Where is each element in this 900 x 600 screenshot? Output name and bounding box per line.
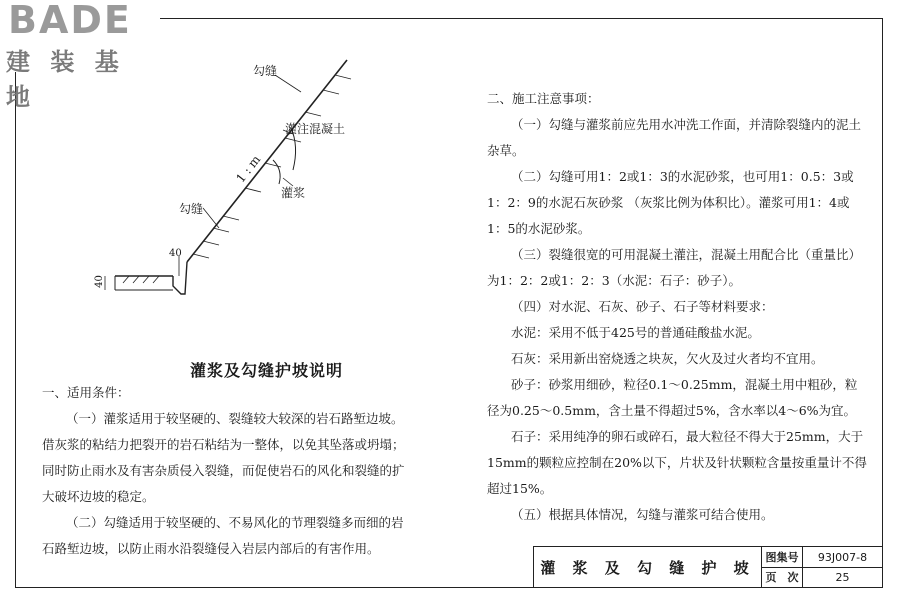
slope-section-diagram [95, 50, 475, 320]
title-block-atlas-row [762, 547, 882, 568]
note-mortar-mix: （二）勾缝可用1：2或1：3的水泥砂浆，也可用1：0.5：3或1：2：9的水泥石灰砂浆 （灰浆比例为体积比）。灌浆可用1：4或1：5的水泥砂浆。 [487, 169, 854, 236]
logo-brand: BADE [8, 0, 132, 42]
label-pointing: 勾缝 [179, 202, 204, 216]
title-block-page-row [762, 567, 882, 587]
title-block-title: 灌 浆 及 勾 缝 护 坡 [534, 547, 762, 587]
paragraph-pointing-conditions: （二）勾缝适用于较坚硬的、不易风化的节理裂缝多而细的岩石路堑边坡，以防止雨水沿裂缝侵入岩层内部后的有害作用。 [42, 515, 404, 556]
page-number-label: 页 次 [762, 567, 803, 587]
note-lime: 石灰：采用新出窑烧透之块灰，欠火及过火者均不宜用。 [511, 351, 824, 366]
logo-subtitle: 建 装 基 地 [6, 48, 125, 111]
dimension-40-top: 40 [169, 248, 182, 259]
label-grouting: 灌浆 [281, 186, 306, 200]
dimension-40-side: 40 [93, 275, 105, 288]
atlas-number-value: 93J007-8 [817, 550, 868, 564]
note-gravel: 石子：采用纯净的卵石或碎石，最大粒径不得大于25mm，大于15mm的颗粒应控制在20%以下，片状及针状颗粒含量按重量计不得超过15%。 [487, 429, 867, 496]
note-cement: 水泥：采用不低于425号的普通硅酸盐水泥。 [511, 325, 760, 340]
label-slope-ratio: 1 : m [233, 152, 264, 186]
label-grouting-concrete: 灌注混凝土 [285, 122, 346, 136]
note-sand: 砂子：砂浆用细砂，粒径0.1～0.25mm，混凝土用中粗砂，粒径为0.25～0.5mm，含土量不得超过5%，含水率以4～6%为宜。 [487, 377, 858, 418]
section-heading: 灌浆及勾缝护坡说明 [190, 361, 344, 380]
note-combined-use: （五）根据具体情况，勾缝与灌浆可结合使用。 [511, 507, 774, 522]
title-block [533, 546, 883, 588]
section-applicability-title: 一、适用条件： [42, 385, 130, 400]
atlas-number-label: 图集号 [762, 547, 803, 567]
applicability-text [42, 380, 410, 562]
note-cleaning: （一）勾缝与灌浆前应先用水冲洗工作面，并清除裂缝内的泥土杂草。 [487, 117, 862, 158]
page-number-value: 25 [835, 570, 850, 584]
label-top-pointing: 勾缝 [253, 64, 278, 78]
construction-notes-text [487, 86, 867, 528]
note-concrete-mix: （三）裂缝很宽的可用混凝土灌注，混凝土用配合比（重量比）为1：2：2或1：2：3（水泥：石子：砂子）。 [487, 247, 862, 288]
paragraph-grouting-conditions: （一）灌浆适用于较坚硬的、裂缝较大较深的岩石路堑边坡。借灰浆的粘结力把裂开的岩石粘结为一整体，以免其坠落或坍塌；同时防止雨水及有害杂质侵入裂缝，而促使岩石的风化和裂缝的扩大破坏边坡的稳定。 [42, 411, 405, 504]
note-material-requirements: （四）对水泥、石灰、砂子、石子等材料要求： [511, 299, 774, 314]
section-construction-title: 二、施工注意事项： [487, 91, 600, 106]
